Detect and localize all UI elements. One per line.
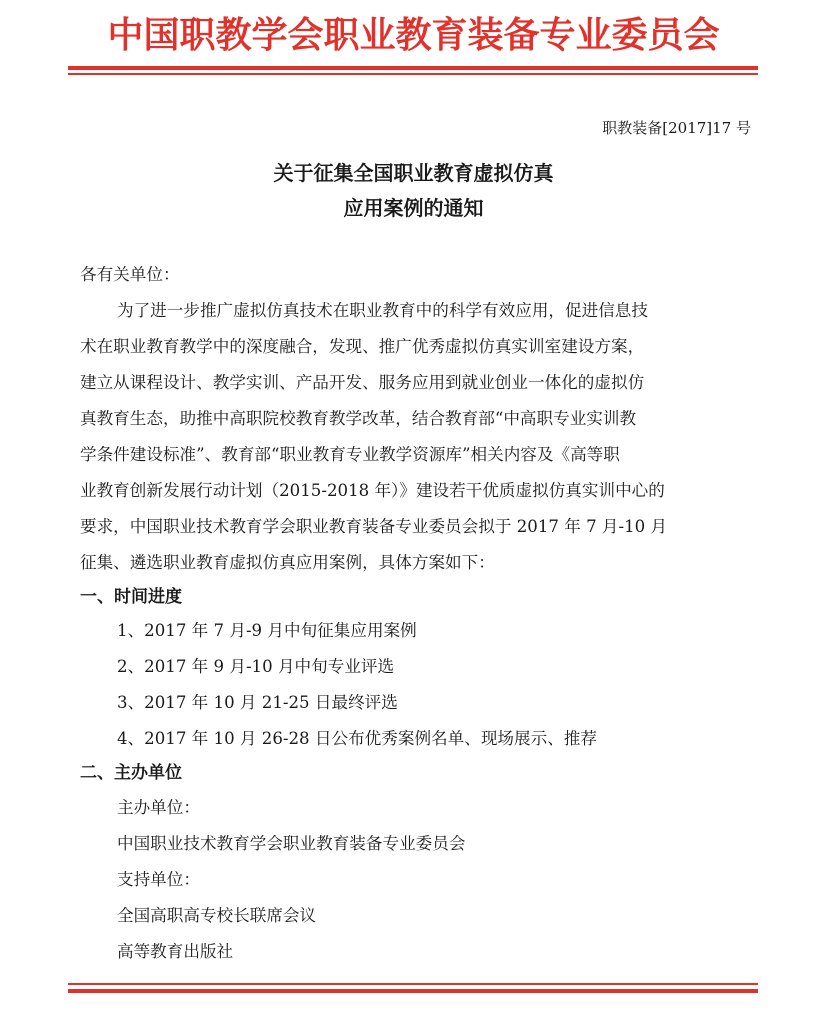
host-name: 中国职业技术教育学会职业教育装备专业委员会 — [117, 834, 466, 853]
supporter-item: 全国高职高专校长联席会议 — [117, 906, 317, 925]
letterhead-rule-thick — [68, 66, 758, 70]
list-item: 4、2017 年 10 月 26-28 日公布优秀案例名单、现场展示、推荐 — [117, 729, 597, 748]
footer-rule-thin — [68, 983, 758, 985]
paragraph-line: 学条件建设标准”、教育部“职业教育专业教学资源库”相关内容及《高等职 — [80, 445, 620, 464]
list-item: 1、2017 年 7 月-9 月中旬征集应用案例 — [117, 621, 417, 640]
host-label: 主办单位： — [117, 798, 200, 817]
document-title-line-1: 关于征集全国职业教育虚拟仿真 — [273, 161, 554, 185]
section-heading-organizers: 二、主办单位 — [80, 763, 182, 783]
section-heading-schedule: 一、时间进度 — [80, 587, 182, 607]
supporter-item: 高等教育出版社 — [117, 942, 234, 961]
footer-rule-thick — [68, 989, 758, 993]
paragraph-line: 征集、遴选职业教育虚拟仿真应用案例，具体方案如下： — [80, 553, 495, 572]
document-number: 职教装备[2017]17 号 — [602, 119, 751, 137]
salutation: 各有关单位： — [80, 265, 180, 284]
paragraph-line: 为了进一步推广虚拟仿真技术在职业教育中的科学有效应用，促进信息技 — [117, 301, 648, 320]
paragraph-line: 建立从课程设计、教学实训、产品开发、服务应用到就业创业一体化的虚拟仿 — [80, 373, 645, 392]
letterhead-org-name: 中国职教学会职业教育装备专业委员会 — [107, 15, 720, 56]
support-label: 支持单位： — [117, 870, 200, 889]
list-item: 3、2017 年 10 月 21-25 日最终评选 — [117, 693, 398, 712]
list-item: 2、2017 年 9 月-10 月中旬专业评选 — [117, 657, 395, 676]
letterhead-rule-thin — [68, 73, 758, 75]
paragraph-line: 业教育创新发展行动计划（2015-2018 年）》建设若干优质虚拟仿真实训中心的 — [80, 481, 665, 500]
document-title-line-2: 应用案例的通知 — [343, 196, 484, 220]
paragraph-line: 术在职业教育教学中的深度融合，发现、推广优秀虚拟仿真实训室建设方案， — [80, 337, 645, 356]
paragraph-line: 要求，中国职业技术教育学会职业教育装备专业委员会拟于 2017 年 7 月-10 月 — [80, 517, 668, 536]
paragraph-line: 真教育生态，助推中高职院校教育教学改革，结合教育部“中高职专业实训教 — [80, 409, 637, 428]
